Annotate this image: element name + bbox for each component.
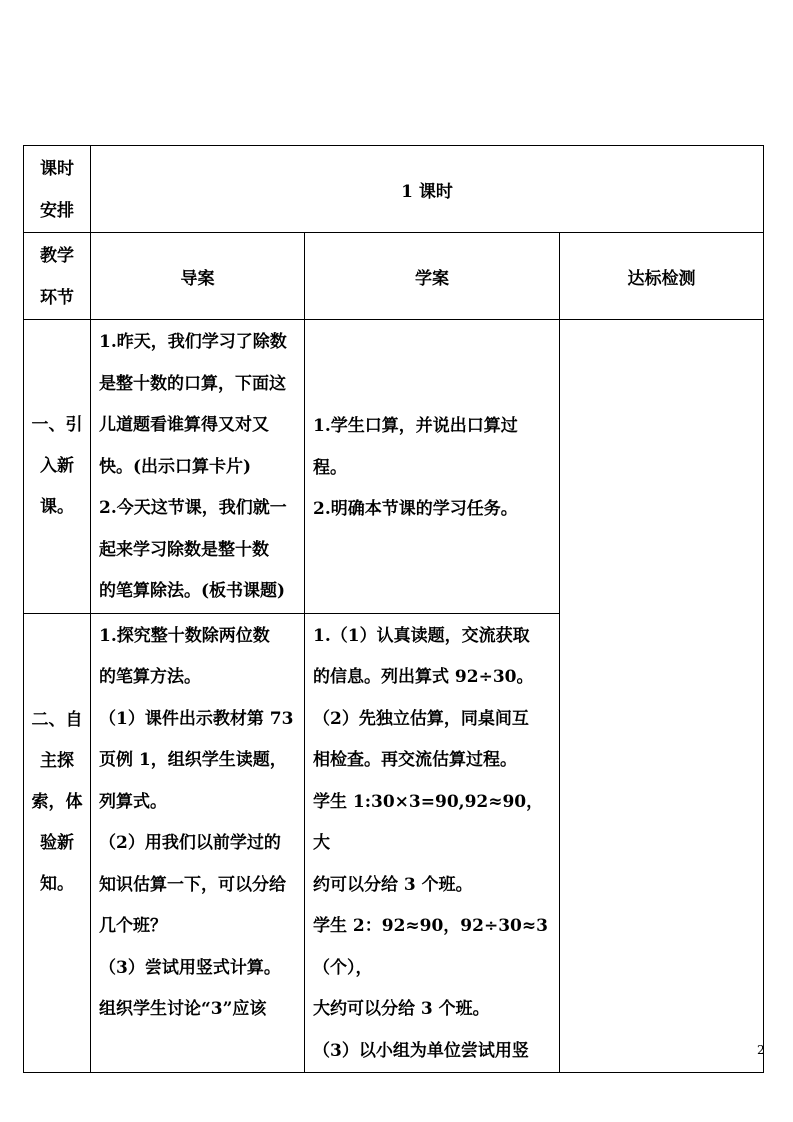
row-section-intro — [24, 320, 764, 614]
teaching-stage-label-line: 教学 — [40, 246, 74, 266]
explore-guide-line: 页例 1，组织学生读题， — [99, 750, 287, 770]
stage-intro-line: 课。 — [40, 496, 74, 517]
intro-guide-line: 1.昨天，我们学习了除数 — [99, 332, 287, 352]
class-hours-value-cell — [91, 146, 764, 233]
intro-guide-line: 2.今天这节课，我们就一 — [99, 498, 287, 518]
explore-study-line: （个）， — [313, 957, 373, 978]
intro-guide-line: 儿道题看谁算得又对又 — [99, 415, 269, 435]
explore-study-line: 的信息。列出算式 92÷30。 — [313, 667, 534, 687]
explore-study-line: 学生 2：92≈90，92÷30≈3 — [313, 916, 548, 936]
explore-study-cell — [305, 613, 560, 1073]
intro-guide-line: 起来学习除数是整十数 — [99, 539, 269, 560]
class-hours-label-line: 课时 — [40, 159, 74, 179]
explore-guide-line: （2）用我们以前学过的 — [99, 833, 281, 853]
explore-guide-line: 几个班？ — [99, 916, 167, 936]
explore-study-line: （3）以小组为单位尝试用竖 — [313, 1040, 529, 1061]
explore-guide-line: 的笔算方法。 — [99, 667, 201, 687]
study-header: 学案 — [415, 268, 449, 289]
stage-intro-line: 一、引 — [31, 414, 83, 435]
guide-header: 导案 — [180, 268, 215, 289]
row-class-hours — [24, 146, 764, 233]
intro-study-line: 程。 — [313, 457, 347, 478]
intro-study-cell — [305, 320, 560, 614]
intro-study-line: 1.学生口算，并说出口算过 — [313, 416, 518, 436]
explore-guide-line: （3）尝试用竖式计算。 — [99, 957, 281, 978]
check-cell — [560, 320, 764, 1073]
check-header-cell — [560, 233, 764, 320]
row-headers — [24, 233, 764, 320]
page-number: 2 — [757, 1043, 765, 1057]
guide-header-cell — [91, 233, 305, 320]
explore-study-line: 1.（1）认真读题，交流获取 — [313, 625, 530, 646]
explore-study-line: 相检查。再交流估算过程。 — [313, 750, 517, 770]
explore-guide-line: 组织学生讨论“3”应该 — [99, 999, 267, 1019]
explore-guide-line: （1）课件出示教材第 73 — [99, 708, 294, 729]
check-header: 达标检测 — [627, 268, 696, 289]
teaching-stage-label-line: 环节 — [40, 288, 74, 308]
intro-guide-line: 快。(出示口算卡片) — [99, 456, 252, 477]
lesson-plan-table — [23, 145, 764, 1073]
explore-guide-line: 1.探究整十数除两位数 — [99, 625, 270, 646]
explore-guide-line: 列算式。 — [99, 791, 167, 812]
explore-study-line: 大约可以分给 3 个班。 — [313, 999, 490, 1019]
stage-explore-cell — [24, 613, 91, 1073]
explore-guide-cell — [91, 613, 305, 1073]
stage-explore-line: 索，体 — [31, 791, 83, 812]
check-line-blank — [568, 322, 757, 364]
stage-intro-line: 入新 — [40, 455, 74, 476]
stage-explore-line: 验新 — [40, 832, 74, 853]
intro-guide-line: 的笔算除法。(板书课题) — [99, 581, 286, 601]
teaching-stage-label-cell — [24, 233, 91, 320]
stage-explore-line: 主探 — [40, 750, 74, 771]
stage-explore-line: 二、自 — [31, 709, 83, 730]
explore-study-line: （2）先独立估算，同桌间互 — [313, 708, 529, 729]
study-header-cell — [305, 233, 560, 320]
intro-study-line: 2.明确本节课的学习任务。 — [313, 499, 518, 519]
explore-study-line: 约可以分给 3 个班。 — [313, 874, 473, 895]
stage-explore-line: 知。 — [40, 873, 74, 894]
intro-guide-line: 是整十数的口算，下面这 — [99, 373, 286, 394]
class-hours-value: 1 课时 — [401, 181, 453, 202]
intro-guide-cell — [91, 320, 305, 614]
explore-study-line: 学生 1:30×3=90,92≈90，大 — [313, 791, 544, 853]
explore-guide-line: 知识估算一下，可以分给 — [99, 874, 286, 895]
stage-intro-cell — [24, 320, 91, 614]
class-hours-label-cell — [24, 146, 91, 233]
class-hours-label-line: 安排 — [40, 201, 74, 221]
